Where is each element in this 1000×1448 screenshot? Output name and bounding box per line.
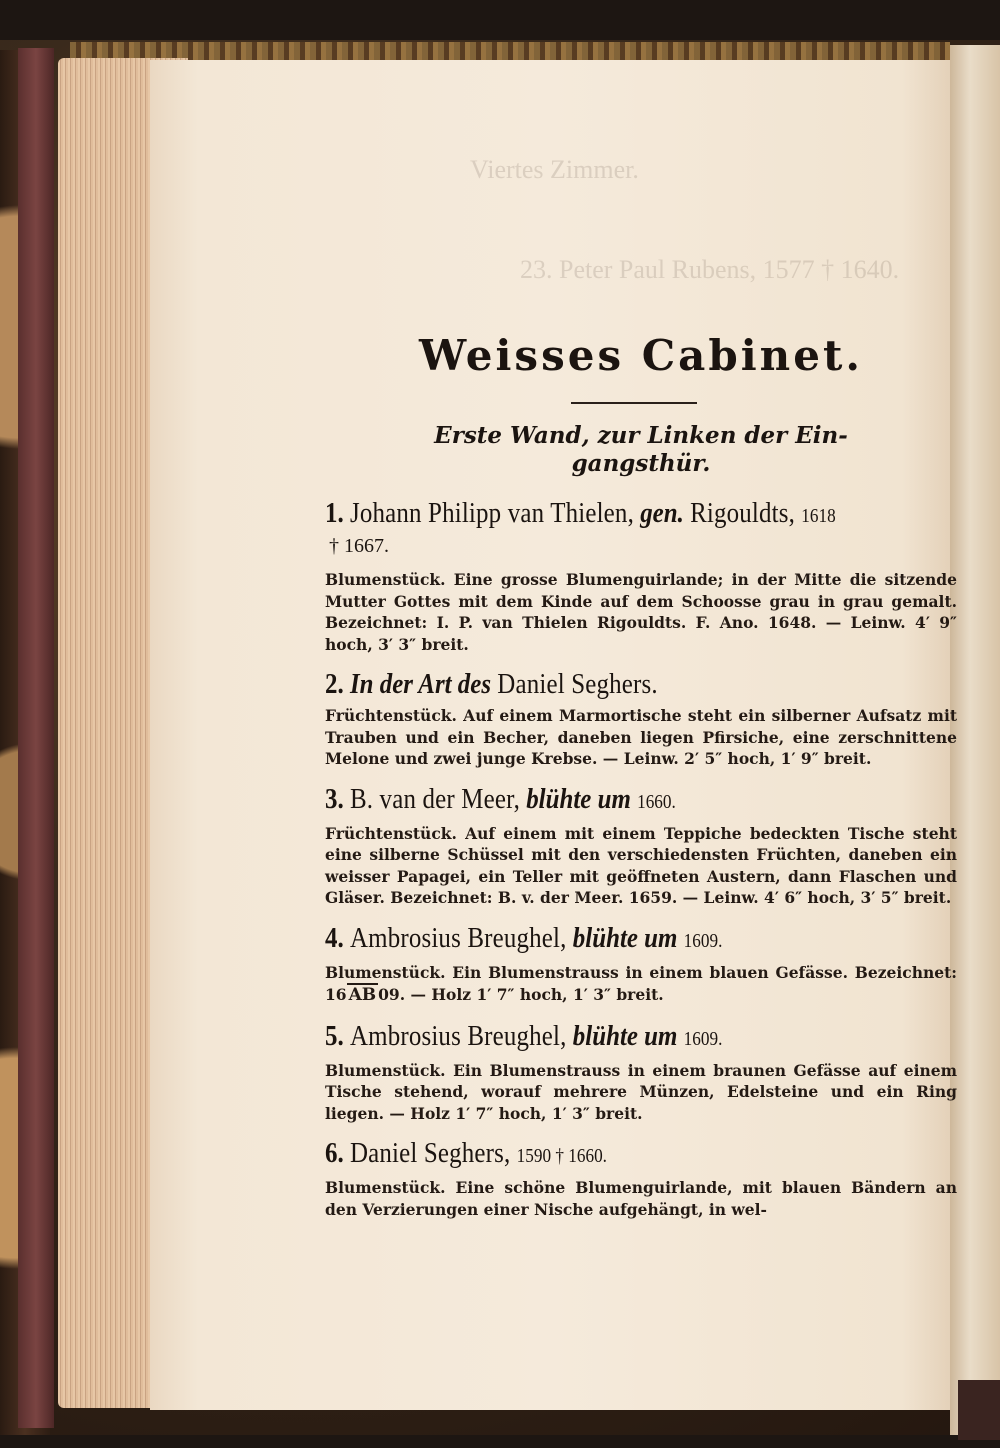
artist-name-tail: Rigouldts, bbox=[690, 497, 796, 529]
entry-description: Früchtenstück. Auf einem Marmortische steht ein silberner Aufsatz mit Trauben und ein Becher, daneben liegen Pfirsiche, eine zerschnittene Melone und zwei junge Krebse. — Leinw. 2′ 5″ hoch, 1′ 9″ breit. bbox=[325, 706, 957, 768]
artist-name: Johann Philipp van Thielen, bbox=[349, 497, 634, 529]
artist-dates: 1609. bbox=[683, 1027, 723, 1050]
artist-qualifier: In der Art des bbox=[349, 668, 492, 700]
catalog-entry bbox=[325, 921, 957, 1007]
page-title: Weisses Cabinet. bbox=[419, 331, 863, 380]
catalog-entry bbox=[325, 667, 957, 770]
entry-number: 6. bbox=[325, 1137, 344, 1169]
facing-page-edge bbox=[950, 45, 1000, 1435]
facing-cover-corner bbox=[958, 1380, 1000, 1440]
entry-number: 2. bbox=[325, 668, 344, 700]
artist-monogram: AB bbox=[348, 985, 377, 1005]
artist-name: Daniel Seghers. bbox=[497, 668, 658, 700]
subtitle-line-1: Erste Wand, zur Linken der Ein- bbox=[434, 422, 848, 449]
artist-name: Daniel Seghers, bbox=[349, 1137, 511, 1169]
catalog-entry bbox=[325, 1019, 957, 1125]
entry-heading bbox=[325, 1136, 869, 1173]
artist-name: Ambrosius Breughel, bbox=[349, 921, 567, 954]
subtitle-line-2: gangsthür. bbox=[571, 450, 711, 477]
catalog-entry bbox=[325, 496, 957, 655]
artist-dates: 1618 bbox=[801, 505, 836, 527]
artist-qualifier: blühte um bbox=[572, 1019, 678, 1052]
description-part-a: Blumenstück. Ein Blumenstrauss in einem blauen Gefässe. Bezeichnet: 16 bbox=[325, 962, 957, 1004]
artist-qualifier: gen. bbox=[640, 497, 684, 529]
entry-number: 5. bbox=[325, 1019, 344, 1052]
artist-death-date: † 1667. bbox=[329, 535, 389, 557]
artist-qualifier: blühte um bbox=[526, 782, 631, 815]
catalog-entry bbox=[325, 1136, 957, 1220]
cover-top-edge bbox=[70, 42, 950, 62]
artist-dates: 1590 † 1660. bbox=[516, 1145, 607, 1167]
artist-dates: 1660. bbox=[637, 790, 676, 813]
artist-name: Ambrosius Breughel, bbox=[349, 1019, 567, 1052]
entry-number: 1. bbox=[325, 497, 344, 529]
entry-description: Blumenstück. Ein Blumenstrauss in einem braunen Gefässe auf einem Tische stehend, worauf mehrere Münzen, Edelsteine und ein Ring liegen. — Holz 1′ 7″ hoch, 1′ 3″ breit. bbox=[325, 1060, 957, 1123]
section-subtitle bbox=[325, 422, 957, 478]
entry-number: 4. bbox=[325, 921, 344, 954]
artist-qualifier: blühte um bbox=[572, 921, 678, 954]
entry-description: Blumenstück. Eine schöne Blumenguirlande, mit blauen Bändern an den Verzierungen einer Nische aufgehängt, in wel- bbox=[325, 1178, 957, 1219]
entry-description: Früchtenstück. Auf einem mit einem Teppiche bedeckten Tische steht eine silberne Schüssel mit den verschiedensten Früchten, daneben ein weisser Papagei, ein Teller mit geöffneten Austern, dann Flaschen und Gläser. Bezeichnet: B. v. der Meer. 1659. — Leinw. 4′ 6″ hoch, 3′ 5″ breit. bbox=[325, 823, 957, 907]
artist-dates: 1609. bbox=[683, 929, 723, 952]
entry-description: Blumenstück. Eine grosse Blumenguirlande; in der Mitte die sitzende Mutter Gottes mit dem Kinde auf dem Schoosse grau in grau gemalt. Bezeichnet: I. P. van Thielen Rigouldts. F. Ano. 1648. — Leinw. 4′ 9″ hoch, 3′ 3″ breit. bbox=[325, 570, 957, 654]
description-part-b: 09. — Holz 1′ 7″ hoch, 1′ 3″ breit. bbox=[378, 985, 664, 1004]
entry-heading bbox=[325, 921, 869, 958]
entry-heading bbox=[325, 1019, 869, 1056]
catalog-entry bbox=[325, 782, 957, 909]
entry-number: 3. bbox=[325, 782, 344, 815]
page-content bbox=[325, 330, 957, 1220]
leather-spine-strip bbox=[18, 48, 54, 1428]
entry-description bbox=[325, 962, 957, 1007]
entry-heading bbox=[325, 782, 869, 819]
entry-heading bbox=[325, 667, 869, 701]
artist-name: B. van der Meer, bbox=[349, 782, 520, 815]
entry-heading bbox=[325, 496, 869, 533]
title-rule bbox=[571, 402, 697, 404]
